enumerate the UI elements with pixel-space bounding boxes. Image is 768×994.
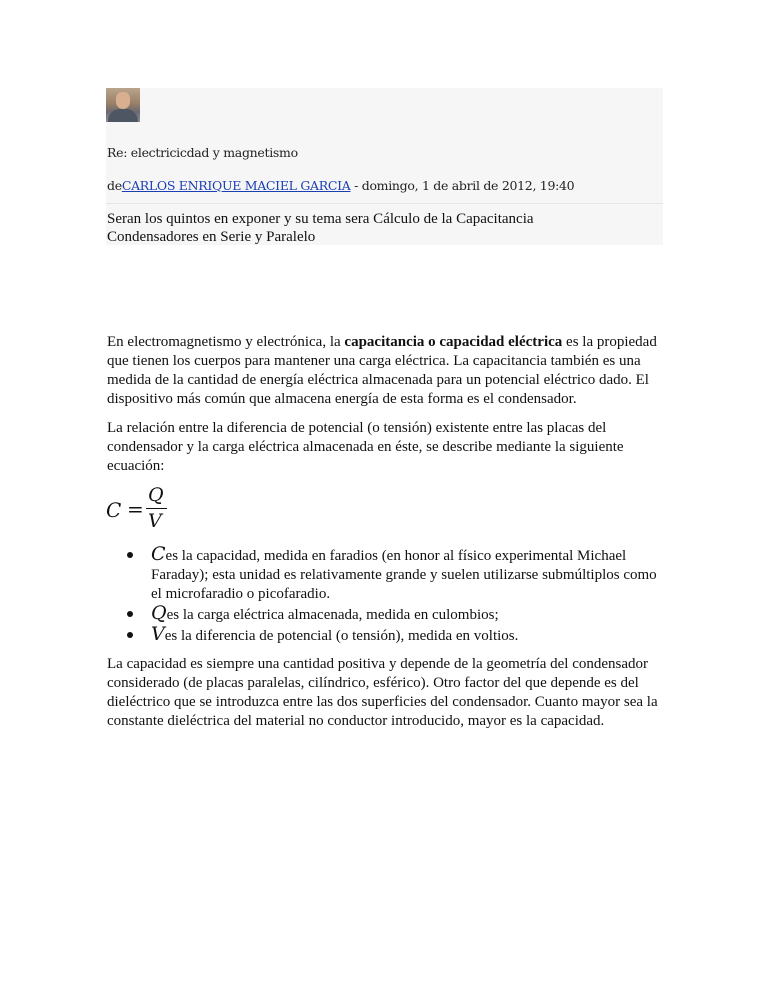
formula-equals: =	[127, 497, 144, 521]
paragraph-geometry: La capacidad es siempre una cantidad positiva y depende de la geometría del condensador considerado (de placas paralelas, cilíndrico, esférico). Otro factor del que depende es del dieléctrico que se introduzca entre las dos superficies del condensador. Cuanto mayor sea la constante dieléctrica del material no conductor introducido, mayor es la capacidad.	[107, 656, 658, 729]
list-item	[107, 625, 667, 646]
list-item-text: es la capacidad, medida en faradios (en honor al físico experimental Michael Faraday); esta unidad es relativamente grande y suelen utilizarse submúltiplos como el microfaradio o picofaradio.	[151, 548, 657, 602]
post-message-line: Condensadores en Serie y Paralelo	[107, 229, 316, 245]
bullet-dot-icon	[127, 632, 133, 638]
post-message	[107, 210, 627, 246]
formula-denominator: V	[148, 510, 162, 532]
avatar-face-shape	[116, 92, 130, 109]
list-item-text: es la carga eléctrica almacenada, medida en culombios;	[166, 607, 499, 623]
post-date: - domingo, 1 de abril de 2012, 19:40	[350, 178, 575, 193]
variable-symbol: C	[151, 543, 166, 565]
post-byline	[107, 178, 574, 193]
fraction-bar	[146, 508, 167, 509]
bullet-dot-icon	[127, 552, 133, 558]
paragraph-relation: La relación entre la diferencia de potencial (o tensión) existente entre las placas del condensador y la carga eléctrica almacenada en éste, se describe mediante la siguiente ecuación:	[107, 420, 624, 474]
avatar-body-shape	[108, 109, 138, 122]
list-item	[107, 545, 667, 604]
post-message-line: Seran los quintos en exponer y su tema sera Cálculo de la Capacitancia	[107, 211, 534, 227]
avatar[interactable]	[106, 88, 140, 122]
by-prefix: de	[107, 178, 122, 193]
capacitance-formula	[106, 486, 176, 532]
formula-numerator: Q	[148, 484, 164, 506]
variable-symbol: Q	[151, 602, 167, 624]
post-subject: Re: electricicdad y magnetismo	[107, 145, 298, 160]
paragraph-definition	[107, 333, 667, 409]
post-divider	[106, 203, 663, 204]
bold-term: capacitancia o capacidad eléctrica	[344, 334, 563, 350]
paragraph-text: En electromagnetismo y electrónica, la	[107, 334, 345, 350]
variable-list	[107, 545, 667, 646]
bullet-dot-icon	[127, 611, 133, 617]
variable-symbol: V	[151, 623, 165, 645]
author-link[interactable]: CARLOS ENRIQUE MACIEL GARCIA	[121, 178, 351, 193]
list-item	[107, 604, 667, 625]
paragraph-text: es la propiedad que tienen los cuerpos para mantener una carga eléctrica. La capacitancia también es una medida de la cantidad de energía eléctrica almacenada para un potencial eléctrico dado. El dispositivo más común que almacena energía de esta forma es el condensador.	[107, 334, 657, 407]
list-item-text: es la diferencia de potencial (o tensión), medida en voltios.	[164, 628, 519, 644]
formula-lhs: C	[106, 498, 122, 522]
